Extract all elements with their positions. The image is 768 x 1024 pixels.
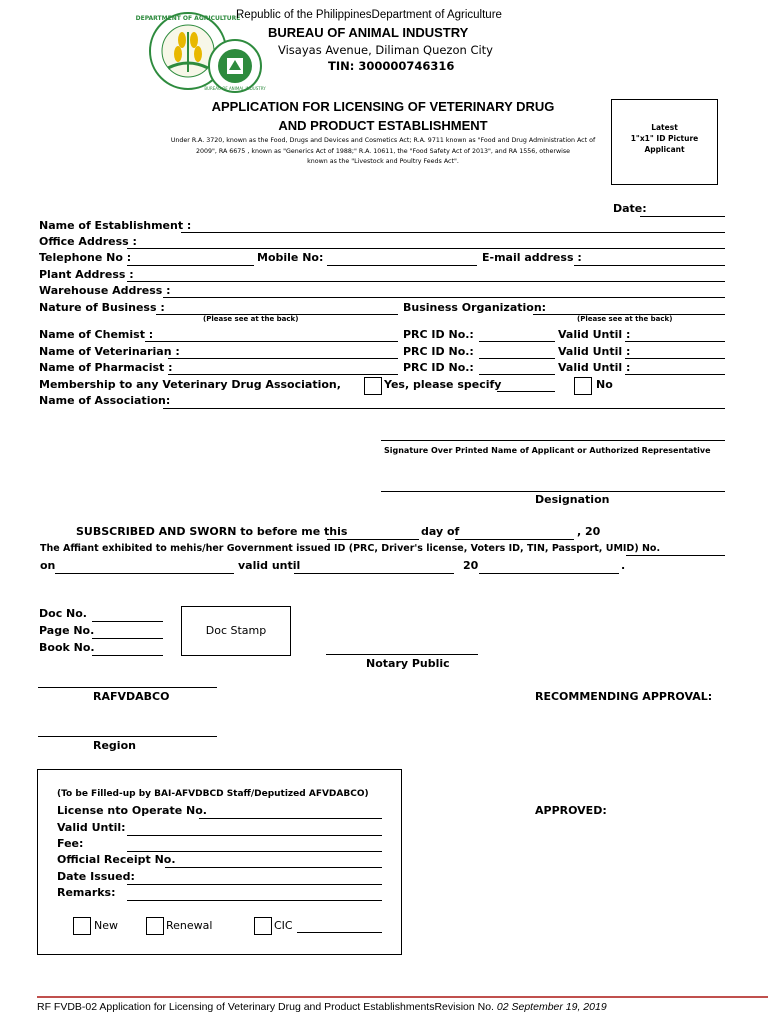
telephone-field[interactable] xyxy=(127,265,254,266)
office-address-label: Office Address : xyxy=(39,235,137,248)
email-label: E-mail address : xyxy=(482,251,582,264)
cic-label: CIC xyxy=(274,919,293,932)
photo-applicant: Applicant xyxy=(644,145,685,154)
fee-label: Fee: xyxy=(57,837,84,850)
cic-field[interactable] xyxy=(297,932,382,933)
chemist-prc-label: PRC ID No.: xyxy=(403,328,474,341)
valid-until-text: valid until xyxy=(238,559,301,572)
bureau-tin: TIN: 300000746316 xyxy=(328,59,455,73)
membership-label: Membership to any Veterinary Drug Association, xyxy=(39,378,341,391)
rafvdabco-label: RAFVDABCO xyxy=(93,690,170,703)
renewal-checkbox[interactable] xyxy=(146,917,164,935)
year-field[interactable] xyxy=(479,573,619,574)
affiant-id-field[interactable] xyxy=(626,555,725,556)
doc-no-field[interactable] xyxy=(92,621,163,622)
bureau-of-animal-industry-logo xyxy=(202,38,268,94)
veterinarian-field[interactable] xyxy=(168,358,398,359)
notary-signature-line[interactable] xyxy=(326,654,478,655)
veterinarian-valid-label: Valid Until : xyxy=(558,345,631,358)
pharmacist-field[interactable] xyxy=(168,374,398,375)
date-label: Date: xyxy=(613,202,647,215)
nature-of-business-label: Nature of Business : xyxy=(39,301,165,314)
republic-line: Republic of the PhilippinesDepartment of Agriculture xyxy=(236,9,502,21)
pharmacist-prc-label: PRC ID No.: xyxy=(403,361,474,374)
new-label: New xyxy=(94,919,118,932)
office-address-field[interactable] xyxy=(127,248,725,249)
remarks-field[interactable] xyxy=(127,900,382,901)
on-field[interactable] xyxy=(55,573,234,574)
pharmacist-valid-label: Valid Until : xyxy=(558,361,631,374)
chemist-prc-field[interactable] xyxy=(479,341,555,342)
law-reference-3: known as the "Livestock and Poultry Feeds Act". xyxy=(307,158,459,165)
license-no-label: License nto Operate No. xyxy=(57,804,207,817)
veterinarian-valid-field[interactable] xyxy=(625,358,725,359)
form-title-line1: APPLICATION FOR LICENSING OF VETERINARY DRUG xyxy=(211,99,555,114)
footer-form-name: RF FVDB-02 Application for Licensing of Veterinary Drug and Product EstablishmentsRevision No. xyxy=(37,1001,494,1013)
photo-latest: Latest xyxy=(651,123,678,132)
veterinarian-prc-label: PRC ID No.: xyxy=(403,345,474,358)
membership-no-label: No xyxy=(596,378,613,391)
date-field[interactable] xyxy=(640,216,725,217)
footer-text xyxy=(37,1001,607,1013)
signature-line[interactable] xyxy=(381,440,725,441)
date-issued-label: Date Issued: xyxy=(57,870,135,883)
day-of-text: day of xyxy=(421,525,460,538)
footer-rule xyxy=(37,996,768,998)
approved-label: APPROVED: xyxy=(535,804,607,817)
chemist-valid-label: Valid Until : xyxy=(558,328,631,341)
book-no-field[interactable] xyxy=(92,655,163,656)
photo-size: 1"x1" ID Picture xyxy=(630,134,699,143)
valid-until-office-label: Valid Until: xyxy=(57,821,126,834)
remarks-label: Remarks: xyxy=(57,886,116,899)
warehouse-address-label: Warehouse Address : xyxy=(39,284,171,297)
rafvdabco-line[interactable] xyxy=(38,687,217,688)
date-issued-field[interactable] xyxy=(127,884,382,885)
renewal-label: Renewal xyxy=(166,919,213,932)
period-text: . xyxy=(621,559,626,572)
designation-label: Designation xyxy=(535,493,610,506)
doc-stamp-label: Doc Stamp xyxy=(205,624,267,637)
warehouse-address-field[interactable] xyxy=(163,297,725,298)
subscribed-text: SUBSCRIBED AND SWORN to before me this xyxy=(76,525,348,538)
pharmacist-label: Name of Pharmacist : xyxy=(39,361,173,374)
page-no-label: Page No. xyxy=(39,624,95,637)
bureau-name: BUREAU OF ANIMAL INDUSTRY xyxy=(268,25,469,40)
telephone-label: Telephone No : xyxy=(39,251,132,264)
signature-caption: Signature Over Printed Name of Applicant or Authorized Representative xyxy=(384,446,711,455)
association-label: Name of Association: xyxy=(39,394,171,407)
new-checkbox[interactable] xyxy=(73,917,91,935)
plant-address-field[interactable] xyxy=(127,281,725,282)
mobile-label: Mobile No: xyxy=(257,251,324,264)
region-line[interactable] xyxy=(38,736,217,737)
logo-bai-text: BUREAU OF ANIMAL INDUSTRY xyxy=(204,86,266,91)
email-field[interactable] xyxy=(574,265,725,266)
mobile-field[interactable] xyxy=(327,265,477,266)
chemist-valid-field[interactable] xyxy=(625,341,725,342)
membership-specify-field[interactable] xyxy=(497,391,555,392)
see-back-note-1: (Please see at the back) xyxy=(203,315,299,323)
membership-no-checkbox[interactable] xyxy=(574,377,592,395)
designation-line[interactable] xyxy=(381,491,725,492)
fee-field[interactable] xyxy=(127,851,382,852)
establishment-field[interactable] xyxy=(181,232,725,233)
veterinarian-prc-field[interactable] xyxy=(479,358,555,359)
twenty-text: 20 xyxy=(463,559,479,572)
plant-address-label: Plant Address : xyxy=(39,268,134,281)
footer-revision: 02 September 19, 2019 xyxy=(496,1001,607,1013)
form-title-line2: AND PRODUCT ESTABLISHMENT xyxy=(278,118,488,133)
valid-until-field[interactable] xyxy=(294,573,454,574)
cic-checkbox[interactable] xyxy=(254,917,272,935)
on-text: on xyxy=(40,559,56,572)
see-back-note-2: (Please see at the back) xyxy=(577,315,673,323)
chemist-label: Name of Chemist : xyxy=(39,328,154,341)
bureau-address: Visayas Avenue, Diliman Quezon City xyxy=(278,43,493,57)
law-reference-2: 2009", RA 6675 , known as "Generics Act of 1988;" R.A. 10611, the "Food Safety Act of 2013", and RA 1556, otherwise xyxy=(195,148,571,155)
valid-until-office-field[interactable] xyxy=(127,835,382,836)
membership-yes-label: Yes, please specify xyxy=(384,378,502,391)
law-reference-1: Under R.A. 3720, known as the Food, Drugs and Devices and Cosmetics Act; R.A. 9711 known as "Food and Drug Administration Act of xyxy=(170,137,596,144)
business-organization-label: Business Organization: xyxy=(403,301,547,314)
doc-no-label: Doc No. xyxy=(39,607,87,620)
receipt-field[interactable] xyxy=(165,867,382,868)
region-label: Region xyxy=(93,739,136,752)
recommending-approval-label: RECOMMENDING APPROVAL: xyxy=(535,690,713,703)
book-no-label: Book No. xyxy=(39,641,95,654)
subscribed-month-field[interactable] xyxy=(455,539,574,540)
id-picture-box xyxy=(611,99,718,185)
receipt-label: Official Receipt No. xyxy=(57,853,176,866)
subscribed-day-field[interactable] xyxy=(327,539,419,540)
chemist-field[interactable] xyxy=(145,341,398,342)
membership-yes-checkbox[interactable] xyxy=(364,377,382,395)
doc-stamp-box xyxy=(181,606,291,656)
license-no-field[interactable] xyxy=(199,818,382,819)
office-use-heading: (To be Filled-up by BAI-AFVDBCD Staff/Deputized AFVDABCO) xyxy=(57,789,369,799)
page-no-field[interactable] xyxy=(92,638,163,639)
logo-da-text: DEPARTMENT OF AGRICULTURE xyxy=(135,15,241,22)
pharmacist-valid-field[interactable] xyxy=(625,374,725,375)
veterinarian-label: Name of Veterinarian : xyxy=(39,345,180,358)
year-text: , 20 xyxy=(577,525,601,538)
pharmacist-prc-field[interactable] xyxy=(479,374,555,375)
association-field[interactable] xyxy=(163,408,725,409)
notary-public-label: Notary Public xyxy=(366,657,450,670)
establishment-label: Name of Establishment : xyxy=(39,219,192,232)
affiant-text: The Affiant exhibited to mehis/her Government issued ID (PRC, Driver's license, Voters ID, TIN, Passport, UMID) No. xyxy=(40,543,661,554)
